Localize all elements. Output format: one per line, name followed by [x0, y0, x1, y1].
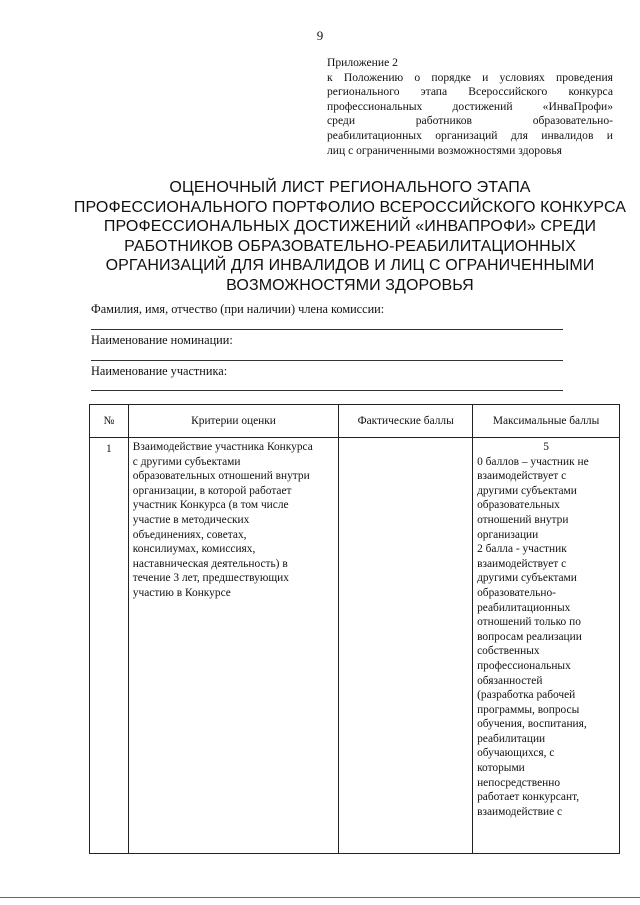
header-number: №	[90, 405, 129, 438]
appendix-line: лиц с ограниченными возможностями здоровья	[327, 143, 562, 157]
title-line: ПРОФЕССИОНАЛЬНОГО ПОРТФОЛИО ВСЕРОССИЙСКОГО КОНКУРСА	[73, 198, 627, 216]
max-score-line: реабилитации	[477, 732, 546, 745]
max-score-line: (разработка рабочей	[477, 689, 576, 702]
page-number: 9	[316, 28, 324, 43]
criteria-line: течение 3 лет, предшествующих	[132, 572, 289, 585]
commission-member-label: Фамилия, имя, отчество (при наличии) члена комиссии:	[91, 302, 385, 316]
max-score-line: другими субъектами	[477, 484, 577, 497]
max-score-line: обучения, воспитания,	[477, 718, 587, 731]
document-title	[70, 178, 630, 295]
max-score-line: собственных	[477, 645, 540, 658]
appendix-line: реабилитационных организаций для инвалидов и	[327, 128, 613, 142]
criteria-line: наставническая деятельность) в	[132, 557, 288, 570]
max-score-line: 2 балла - участник	[477, 543, 567, 556]
page-bottom-edge	[0, 897, 640, 898]
title-line: ПРОФЕССИОНАЛЬНЫХ ДОСТИЖЕНИЙ «ИНВАПРОФИ» СРЕДИ	[103, 218, 597, 235]
appendix-line: регионального этапа Всероссийского конкурса	[327, 85, 613, 99]
evaluation-table	[89, 404, 620, 854]
max-score-line: вопросам реализации	[477, 630, 582, 643]
max-score-line: обязанностей	[477, 674, 543, 687]
participant-fill-line[interactable]	[91, 390, 563, 391]
max-score-line: профессиональных	[477, 659, 571, 672]
max-score-line: обучающихся, с	[477, 747, 555, 760]
criteria-line: участию в Конкурсе	[132, 586, 231, 599]
max-score-line: отношений внутри	[477, 513, 569, 526]
max-score-line: 0 баллов – участник не	[477, 455, 589, 468]
commission-member-fill-line[interactable]	[91, 329, 563, 330]
title-line: ОРГАНИЗАЦИЙ ДЛЯ ИНВАЛИДОВ И ЛИЦ С ОГРАНИЧЕННЫМИ	[105, 257, 595, 274]
criteria-line: с другими субъектами	[132, 455, 241, 468]
table-header-row	[90, 405, 620, 438]
criteria-line: Взаимодействие участника Конкурса	[132, 441, 313, 453]
max-score-cell	[473, 438, 620, 854]
header-max-score: Максимальные баллы	[473, 405, 620, 438]
max-score-line: взаимодействует с	[477, 557, 567, 570]
row-number: 1	[90, 438, 129, 854]
title-line: ВОЗМОЖНОСТЯМИ ЗДОРОВЬЯ	[226, 276, 474, 294]
table-row	[90, 438, 620, 854]
max-score-line: непосредственно	[477, 776, 561, 789]
max-score-line: другими субъектами	[477, 572, 577, 585]
max-score-value: 5	[543, 441, 549, 453]
appendix-line: профессиональных достижений «ИнваПрофи»	[327, 99, 613, 113]
max-score-line: организации	[477, 528, 539, 541]
nomination-fill-line[interactable]	[91, 360, 563, 361]
max-score-line: образовательно-	[477, 586, 556, 599]
appendix-line: к Положению о порядке и условиях проведения	[327, 70, 613, 84]
criteria-line: участие в методических	[132, 513, 250, 526]
criteria-line: консилиумах, комиссиях,	[132, 543, 256, 556]
max-score-line: реабилитационных	[477, 601, 571, 614]
appendix-line: среди работников образовательно-	[327, 114, 613, 128]
max-score-line: образовательных	[477, 499, 560, 512]
appendix-block	[327, 56, 613, 158]
nomination-label: Наименование номинации:	[91, 333, 233, 347]
criteria-line: образовательных отношений внутри	[132, 470, 310, 483]
max-score-line: программы, вопросы	[477, 703, 580, 716]
max-score-line: взаимодействие с	[477, 805, 563, 818]
title-line: ОЦЕНОЧНЫЙ ЛИСТ РЕГИОНАЛЬНОГО ЭТАПА	[169, 179, 531, 196]
max-score-line: взаимодействует с	[477, 470, 567, 483]
participant-label: Наименование участника:	[91, 364, 228, 378]
header-criteria: Критерии оценки	[128, 405, 339, 438]
criteria-line: участник Конкурса (в том числе	[132, 499, 289, 512]
criteria-cell	[128, 438, 339, 854]
criteria-line: объединениях, советах,	[132, 528, 247, 541]
max-score-line: которыми	[477, 762, 525, 775]
actual-score-cell[interactable]	[339, 438, 473, 854]
title-line: РАБОТНИКОВ ОБРАЗОВАТЕЛЬНО-РЕАБИЛИТАЦИОННЫХ	[124, 237, 576, 255]
max-score-line: отношений только по	[477, 616, 581, 629]
appendix-line: Приложение 2	[327, 56, 398, 69]
max-score-line: работает конкурсант,	[477, 791, 580, 804]
criteria-line: организации, в которой работает	[132, 484, 292, 497]
header-actual-score: Фактические баллы	[339, 405, 473, 438]
